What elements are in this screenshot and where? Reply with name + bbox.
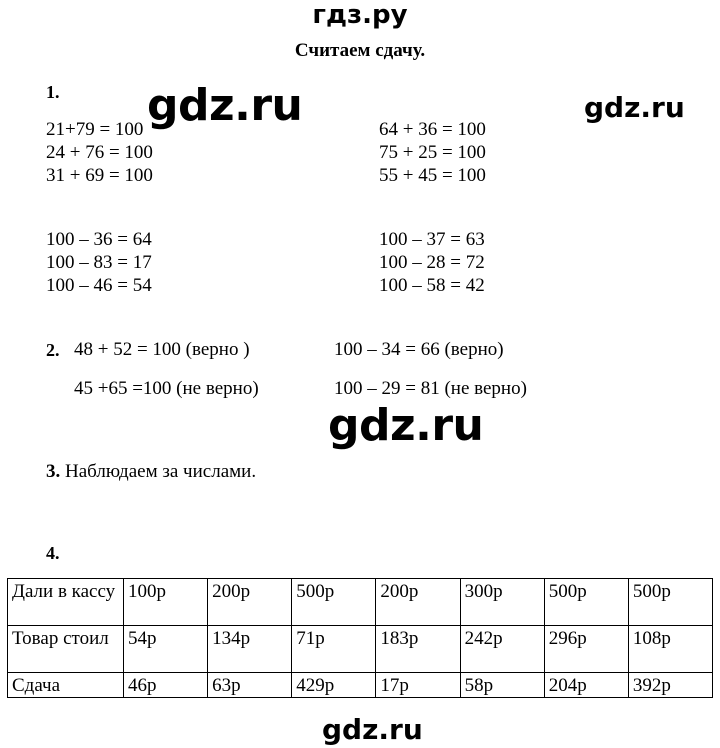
- table-cell: 58р: [460, 673, 544, 698]
- table-cell: 296р: [544, 626, 628, 673]
- table-cell: 200р: [376, 579, 460, 626]
- equation: 24 + 76 = 100: [46, 142, 153, 163]
- watermark: gdz.ru: [328, 400, 484, 451]
- equation: 100 – 29 = 81 (не верно): [334, 378, 527, 399]
- equation: 48 + 52 = 100 (верно ): [74, 339, 250, 360]
- equation: 100 – 36 = 64: [46, 229, 152, 250]
- table-cell: 500р: [544, 579, 628, 626]
- table-cell: 100р: [124, 579, 208, 626]
- page-title: Считаем сдачу.: [294, 40, 426, 61]
- table-cell: 46р: [124, 673, 208, 698]
- equation-group: [379, 118, 486, 187]
- equation: 100 – 28 = 72: [379, 252, 485, 273]
- task-number: 3.: [46, 461, 61, 482]
- table-row: [8, 579, 713, 626]
- equation-group: [46, 118, 153, 187]
- equation-group: [379, 228, 485, 297]
- watermark: gdz.ru: [147, 80, 303, 131]
- equation: 64 + 36 = 100: [379, 119, 486, 140]
- equation: 55 + 45 = 100: [379, 165, 486, 186]
- table-cell: 392р: [628, 673, 712, 698]
- task3-line: [46, 461, 256, 483]
- watermark: gdz.ru: [584, 91, 685, 124]
- task3-text: Наблюдаем за числами.: [65, 461, 257, 482]
- table-cell: 134р: [208, 626, 292, 673]
- table-cell: 17р: [376, 673, 460, 698]
- table-cell: 429р: [292, 673, 376, 698]
- row-label: Сдача: [8, 673, 124, 698]
- equation: 31 + 69 = 100: [46, 165, 153, 186]
- table-cell: 183р: [376, 626, 460, 673]
- equation-group: [46, 228, 152, 297]
- table-cell: 200р: [208, 579, 292, 626]
- table-cell: 204р: [544, 673, 628, 698]
- equation: 100 – 58 = 42: [379, 275, 485, 296]
- equation: 75 + 25 = 100: [379, 142, 486, 163]
- table-cell: 54р: [124, 626, 208, 673]
- table-row: [8, 626, 713, 673]
- task-number: 4.: [46, 543, 60, 563]
- table-cell: 500р: [292, 579, 376, 626]
- equation: 100 – 46 = 54: [46, 275, 152, 296]
- table-cell: 63р: [208, 673, 292, 698]
- table-cell: 300р: [460, 579, 544, 626]
- equation: 45 +65 =100 (не верно): [74, 378, 259, 399]
- task-number: 1.: [46, 82, 60, 102]
- equation: 100 – 37 = 63: [379, 229, 485, 250]
- row-label: Товар стоил: [8, 626, 124, 673]
- equation: 100 – 83 = 17: [46, 252, 152, 273]
- equation: 21+79 = 100: [46, 119, 144, 140]
- task-number: 2.: [46, 340, 60, 360]
- site-header: гдз.ру: [312, 0, 408, 30]
- watermark: gdz.ru: [322, 713, 423, 746]
- table-cell: 71р: [292, 626, 376, 673]
- change-table: [7, 578, 713, 698]
- equation: 100 – 34 = 66 (верно): [334, 339, 504, 360]
- table-cell: 242р: [460, 626, 544, 673]
- table-cell: 108р: [628, 626, 712, 673]
- row-label: Дали в кассу: [8, 579, 124, 626]
- table-cell: 500р: [628, 579, 712, 626]
- table-row: [8, 673, 713, 698]
